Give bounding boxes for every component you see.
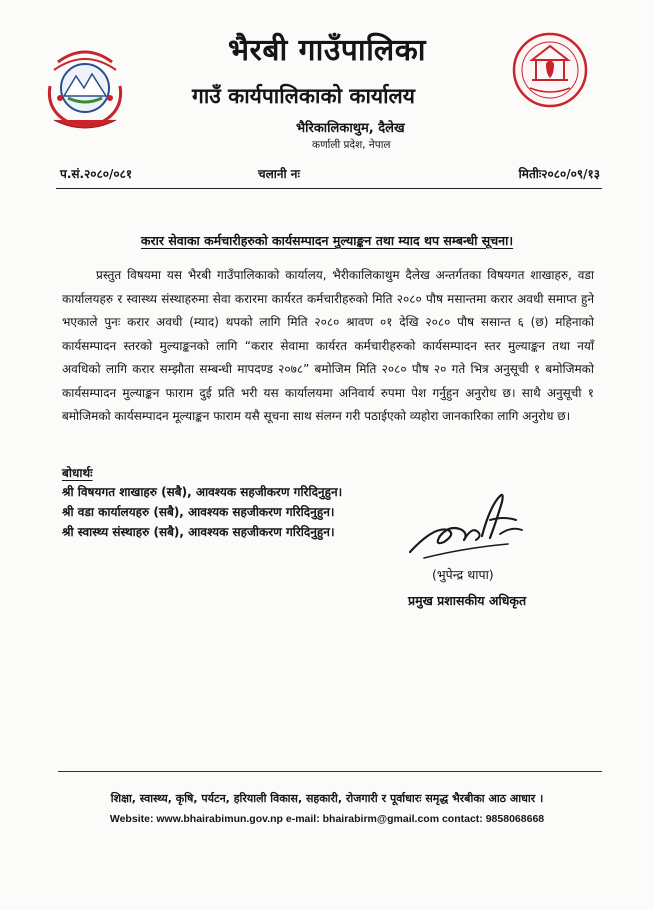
- letter-date: मितीः२०८०/०९/१३: [518, 167, 600, 181]
- office-address: भैरिकालिकाथुम, दैलेख: [296, 121, 405, 136]
- letter-body: [62, 264, 594, 429]
- cc-item: श्री स्वास्थ्य संस्थाहरु (सबै), आवश्यक सहजीकरण गरिदिनुहुन।: [62, 525, 335, 539]
- footer-slogan: शिक्षा, स्वास्थ्य, कृषि, पर्यटन, हरियाली विकास, सहकारी, रोजगारी र पूर्वाधारः समृद्ध भैरबीका आठ आधार ।: [110, 792, 544, 805]
- footer-divider: [58, 771, 602, 772]
- signer-title: प्रमुख प्रशासकीय अधिकृत: [408, 593, 527, 608]
- dispatch-number-label: चलानी नः: [258, 167, 300, 181]
- signer-name: (भुपेन्द्र थापा): [432, 567, 494, 582]
- cc-title: बोधार्थः: [62, 466, 93, 480]
- office-name-title: भैरबी गाउँपालिका: [227, 33, 427, 68]
- footer-contact: Website: www.bhairabimun.gov.np e-mail: bhairabirm@gmail.com contact: 9858068668: [109, 813, 545, 825]
- cc-list: [62, 482, 342, 542]
- reference-number: प.सं.२०८०/०८१: [60, 167, 133, 181]
- office-subtitle: गाउँ कार्यपालिकाको कार्यालय: [192, 84, 415, 108]
- cc-item: श्री वडा कार्यालयहरु (सबै), आवश्यक सहजीकरण गरिदिनुहुन।: [62, 505, 335, 519]
- letter-body-text: प्रस्तुत विषयमा यस भैरबी गाउँपालिकाको कार्यालय, भैरीकालिकाथुम दैलेख अन्तर्गतका विषयगत शाखाहरु, वडा कार्यालयहरु र स्वास्थ्य संस्थाहरुमा सेवा करारमा कार्यरत कर्मचारीहरुको मिति २०८० पौष मसान्तमा करार अवधी समाप्त हुने भएकाले पुनः करार अवधी (म्याद) थपको लागि मिति २०८० श्रावण ०१ देखि २०८० पौष ससान्त ६ (छ) महिनाको कार्यसम्पादन स्तरको मुल्याङ्कनको लागि “करार सेवामा कार्यरत कर्मचारीहरुको कार्यसम्पादन स्तर मुल्याङ्कन तथा नयाँ अवधिको लागि करार सम्झौता सम्बन्धी मापदण्ड २०७८” बमोजिम मिति २०८० पौष २० गते भित्र अनुसूची १ बमोजिमको कार्यसम्पादन मुल्याङ्कन फाराम दुई प्रति भरी यस कार्यालयमा अनिवार्य रुपमा पेश गर्नुहुन अनुरोध छ। साथै अनुसूची १ बमोजिमको कार्यसम्पादन मूल्याङ्कन फाराम यसै सूचना साथ संलग्न गरी पठाईएको व्यहोरा जानकारिका लागि अनुरोध छ।: [62, 268, 594, 423]
- letter-subject: [0, 232, 654, 249]
- office-province: कर्णाली प्रदेश, नेपाल: [312, 139, 391, 151]
- header-divider: [56, 188, 602, 189]
- handwritten-signature: [404, 486, 544, 566]
- letter-subject-text: करार सेवाका कर्मचारीहरुको कार्यसम्पादन मुल्याङ्कन तथा म्याद थप सम्बन्धी सूचना।: [140, 233, 514, 248]
- cc-item: श्री विषयगत शाखाहरु (सबै), आवश्यक सहजीकरण गरिदिनुहुन।: [62, 485, 343, 499]
